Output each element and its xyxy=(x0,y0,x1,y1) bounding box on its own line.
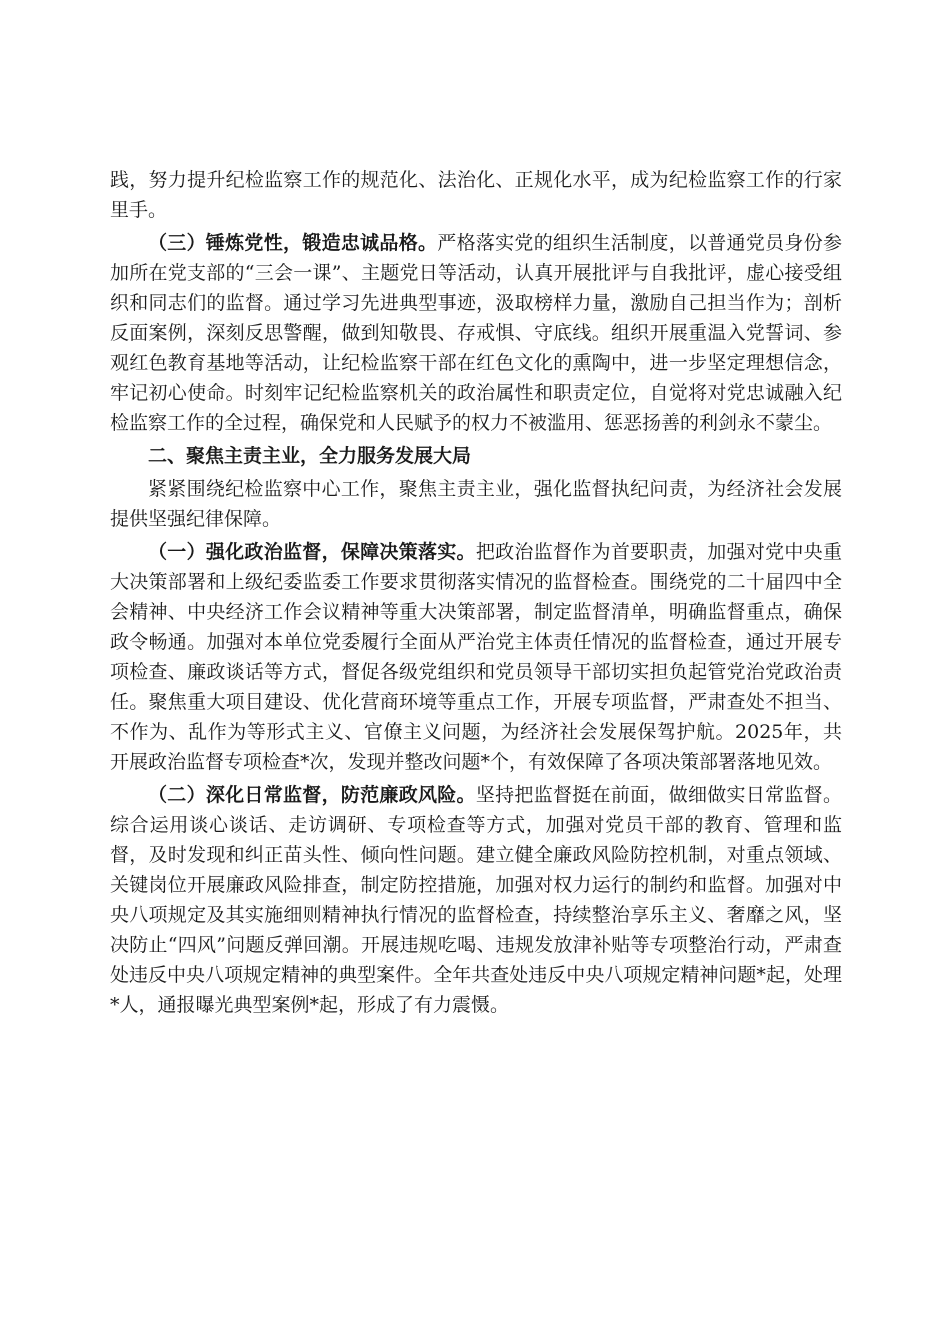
paragraph-section-2 xyxy=(110,780,842,1020)
paragraph-text: 践，努力提升纪检监察工作的规范化、法治化、正规化水平，成为纪检监察工作的行家里手。 xyxy=(110,169,842,221)
paragraph-lead-heading: （三）锤炼党性，锻造忠诚品格。 xyxy=(148,232,438,254)
paragraph-intro xyxy=(110,474,842,534)
document-page xyxy=(110,165,842,1023)
paragraph-text: 紧紧围绕纪检监察中心工作，聚焦主责主业，强化监督执纪问责，为经济社会发展提供坚强纪律保障。 xyxy=(110,478,842,530)
paragraph-section-1 xyxy=(110,537,842,777)
paragraph-section-3 xyxy=(110,228,842,438)
section-heading xyxy=(110,441,842,471)
paragraph-text: 把政治监督作为首要职责，加强对党中央重大决策部署和上级纪委监委工作要求贯彻落实情况的监督检查。围绕党的二十届四中全会精神、中央经济工作会议精神等重大决策部署，制定监督清单，明确监督重点，确保政令畅通。加强对本单位党委履行全面从严治党主体责任情况的监督检查，通过开展专项检查、廉政谈话等方式，督促各级党组织和党员领导干部切实担负起管党治党政治责任。聚焦重大项目建设、优化营商环境等重点工作，开展专项监督，严肃查处不担当、不作为、乱作为等形式主义、官僚主义问题，为经济社会发展保驾护航。2025年，共开展政治监督专项检查*次，发现并整改问题*个，有效保障了各项决策部署落地见效。 xyxy=(110,541,842,773)
section-heading-text: 二、聚焦主责主业，全力服务发展大局 xyxy=(148,445,472,467)
paragraph-lead-heading: （一）强化政治监督，保障决策落实。 xyxy=(148,541,476,563)
paragraph-continuation xyxy=(110,165,842,225)
paragraph-lead-heading: （二）深化日常监督，防范廉政风险。 xyxy=(148,784,476,806)
paragraph-text: 严格落实党的组织生活制度，以普通党员身份参加所在党支部的“三会一课”、主题党日等活动，认真开展批评与自我批评，虚心接受组织和同志们的监督。通过学习先进典型事迹，汲取榜样力量，激励自己担当作为；剖析反面案例，深刻反思警醒，做到知敬畏、存戒惧、守底线。组织开展重温入党誓词、参观红色教育基地等活动，让纪检监察干部在红色文化的熏陶中，进一步坚定理想信念，牢记初心使命。时刻牢记纪检监察机关的政治属性和职责定位，自觉将对党忠诚融入纪检监察工作的全过程，确保党和人民赋予的权力不被滥用、惩恶扬善的利剑永不蒙尘。 xyxy=(110,232,842,434)
paragraph-text: 坚持把监督挺在前面，做细做实日常监督。综合运用谈心谈话、走访调研、专项检查等方式，加强对党员干部的教育、管理和监督，及时发现和纠正苗头性、倾向性问题。建立健全廉政风险防控机制，对重点领域、关键岗位开展廉政风险排查，制定防控措施，加强对权力运行的制约和监督。加强对中央八项规定及其实施细则精神执行情况的监督检查，持续整治享乐主义、奢靡之风，坚决防止“四风”问题反弹回潮。开展违规吃喝、违规发放津补贴等专项整治行动，严肃查处违反中央八项规定精神的典型案件。全年共查处违反中央八项规定精神问题*起，处理*人，通报曝光典型案例*起，形成了有力震慑。 xyxy=(110,784,842,1016)
